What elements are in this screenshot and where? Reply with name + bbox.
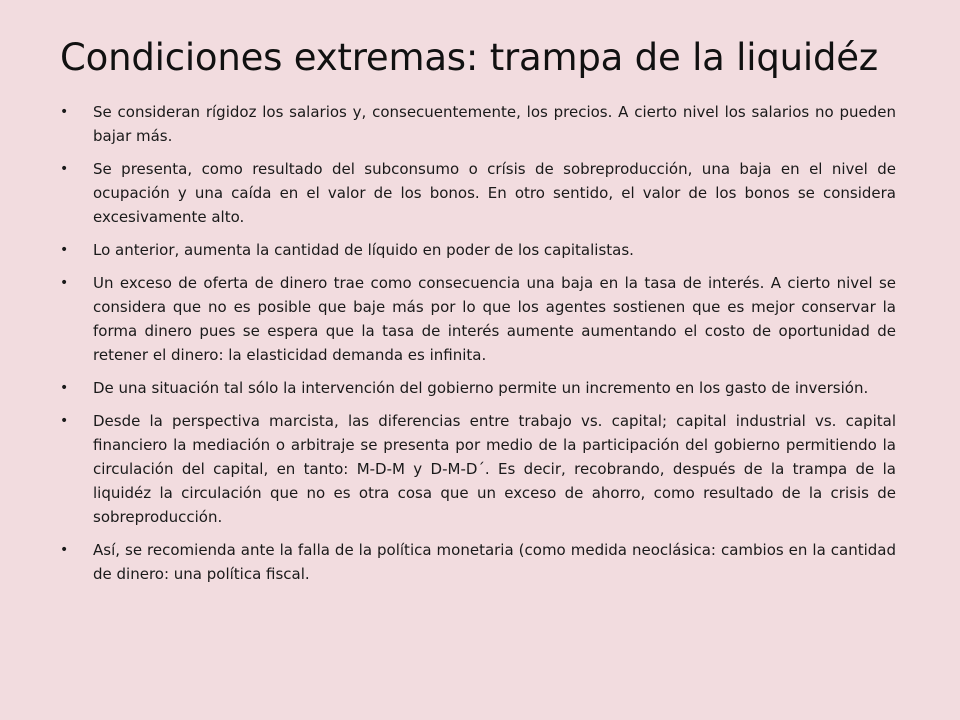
- bullet-text: Lo anterior, aumenta la cantidad de líquido en poder de los capitalistas.: [93, 241, 634, 259]
- bullet-text: Así, se recomienda ante la falla de la política monetaria (como medida neoclásica: cambios en la cantidad de dinero: una política fiscal.: [93, 541, 896, 583]
- bullet-item: [60, 538, 896, 586]
- bullet-marker: •: [60, 413, 69, 429]
- bullet-item: [60, 157, 896, 229]
- bullet-marker: •: [60, 104, 69, 120]
- slide-title: Condiciones extremas: trampa de la liquidéz: [60, 36, 879, 79]
- bullet-item: [60, 409, 896, 529]
- bullet-item: [60, 238, 896, 262]
- bullet-marker: •: [60, 380, 69, 396]
- bullet-text: Se consideran rígidoz los salarios y, consecuentemente, los precios. A cierto nivel los salarios no pueden bajar más.: [93, 103, 896, 145]
- bullet-marker: •: [60, 161, 69, 177]
- bullet-item: [60, 100, 896, 148]
- bullet-text: Desde la perspectiva marcista, las diferencias entre trabajo vs. capital; capital industrial vs. capital financiero la mediación o arbitraje se presenta por medio de la participación del gobierno permitiendo la circulación del capital, en tanto: M-D-M y D-M-D´. Es decir, recobrando, después de la trampa de la liquidéz la circulación que no es otra cosa que un exceso de ahorro, como resultado de la crisis de sobreproducción.: [93, 412, 896, 526]
- bullet-text: Un exceso de oferta de dinero trae como consecuencia una baja en la tasa de interés. A cierto nivel se considera que no es posible que baje más por lo que los agentes sostienen que es mejor conservar la forma dinero pues se espera que la tasa de interés aumente aumentando el costo de oportunidad de retener el dinero: la elasticidad demanda es infinita.: [93, 274, 896, 364]
- bullet-list: [60, 100, 896, 586]
- bullet-text: De una situación tal sólo la intervención del gobierno permite un incremento en los gasto de inversión.: [93, 379, 869, 397]
- bullet-text: Se presenta, como resultado del subconsumo o crísis de sobreproducción, una baja en el nivel de ocupación y una caída en el valor de los bonos. En otro sentido, el valor de los bonos se considera excesivamente alto.: [93, 160, 896, 226]
- bullet-marker: •: [60, 275, 69, 291]
- bullet-marker: •: [60, 242, 69, 258]
- bullet-marker: •: [60, 542, 69, 558]
- bullet-item: [60, 376, 896, 400]
- bullet-item: [60, 271, 896, 367]
